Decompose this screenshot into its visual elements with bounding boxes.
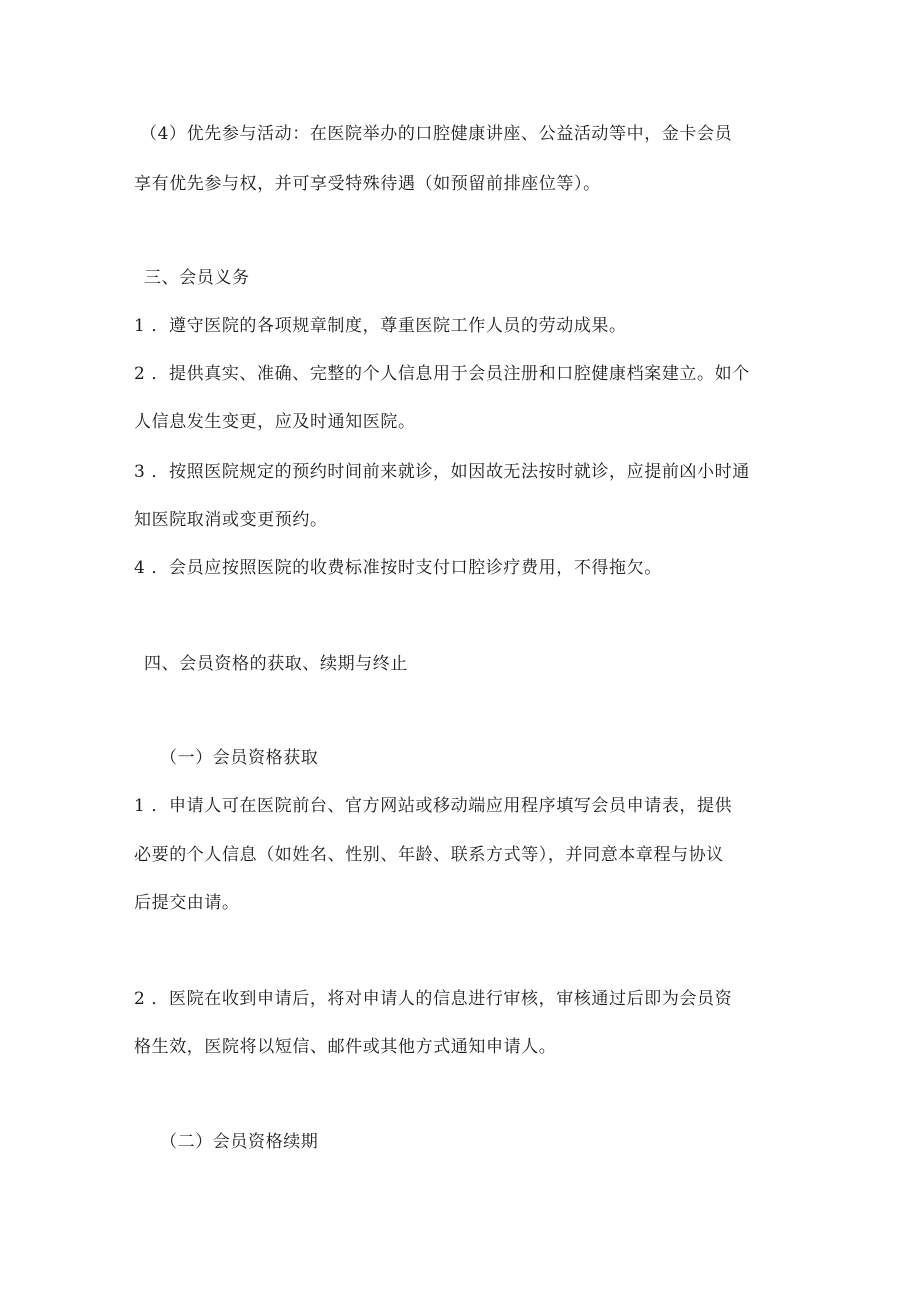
section-3-heading: 三、会员义务 — [144, 268, 250, 288]
sub-1-item-1-line-3: 后提交由请。 — [134, 893, 240, 913]
section-3-item-2-line-1: 2 ．提供真实、准确、完整的个人信息用于会员注册和口腔健康档案建立。如个 — [134, 364, 750, 384]
section-4-sub-2-heading: （二）会员资格续期 — [160, 1132, 319, 1152]
section-3-item-1-line-1: 1 ．遵守医院的各项规章制度，尊重医院工作人员的劳动成果。 — [134, 316, 627, 336]
section-4-heading: 四、会员资格的获取、续期与终止 — [144, 654, 408, 674]
section-3-item-2-line-2: 人信息发生变更，应及时通知医院。 — [134, 412, 416, 432]
section-3-item-4-line-1: 4 ．会员应按照医院的收费标准按时支付口腔诊疗费用，不得拖欠。 — [134, 558, 662, 578]
section-4-sub-1-heading: （一）会员资格获取 — [160, 748, 319, 768]
section-3-item-3-line-1: 3 ．按照医院规定的预约时间前来就诊，如因故无法按时就诊，应提前凶小时通 — [134, 462, 750, 482]
privilege-4-line-2: 享有优先参与权，并可享受特殊待遇（如预留前排座位等）。 — [134, 174, 601, 194]
sub-1-item-2-line-2: 格生效，医院将以短信、邮件或其他方式通知申请人。 — [134, 1037, 557, 1057]
sub-1-item-1-line-1: 1 ．申请人可在医院前台、官方网站或移动端应用程序填写会员申请表，提供 — [134, 796, 733, 816]
sub-1-item-2-line-1: 2 ．医院在收到申请后，将对申请人的信息进行审核，审核通过后即为会员资 — [134, 989, 733, 1009]
sub-1-item-1-line-2: 必要的个人信息（如姓名、性别、年龄、联系方式等），并同意本章程与协议 — [134, 845, 724, 865]
privilege-4-line-1: （4）优先参与活动：在医院举办的口腔健康讲座、公益活动等中，金卡会员 — [140, 124, 733, 144]
section-3-item-3-line-2: 知医院取消或变更预约。 — [134, 510, 328, 530]
